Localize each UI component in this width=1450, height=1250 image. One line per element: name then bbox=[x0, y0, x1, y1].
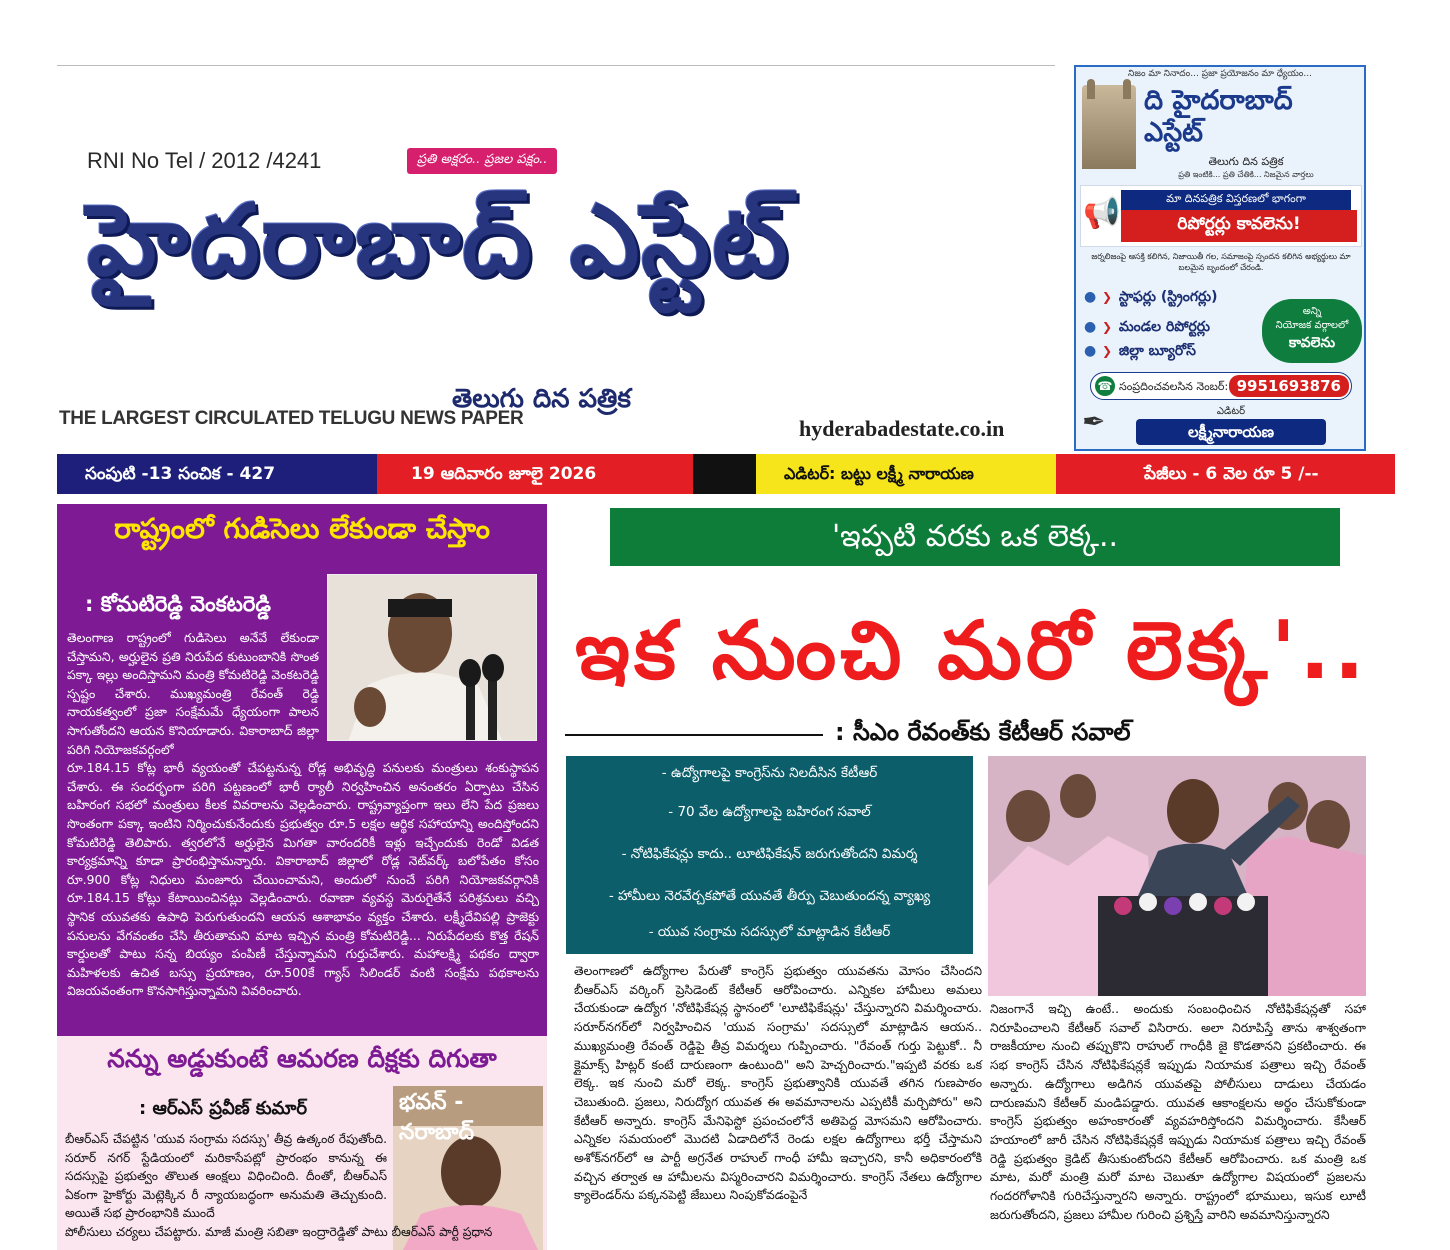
building-icon bbox=[1082, 85, 1136, 169]
ad-title-line2: ఎస్టేట్ bbox=[1144, 117, 1203, 148]
ad-subtitle: తెలుగు దిన పత్రిక bbox=[1208, 155, 1284, 168]
story-body-wrap: బీఆర్ఎస్ చేపట్టిన 'యువ సంగ్రామ సదస్సు' తీవ్ర ఉత్కంఠ రేపుతోంది. సరూర్ నగర్ స్టేడియంలో మరికాసేపట్లో ప్రారంభం కానున్న ఈ సదస్సుపై ప్రభుత్వం తొలుత ఆంక్షలు విధించింది. దీంతో, బీఆర్ఎస్ ఏకంగా హైకోర్టు మెట్లెక్కిన రీ న్యాయబద్ధంగా అనుమతి తెచ్చుకుంది. అయితే సభ ప్రారంభానికి ముందే bbox=[65, 1132, 387, 1221]
website-link[interactable]: hyderabadestate.co.in bbox=[799, 416, 1005, 441]
strip-spacer bbox=[693, 454, 756, 494]
ad-title bbox=[1144, 85, 1354, 149]
editor-credit: ఎడిటర్: బట్టు లక్ష్మీ నారాయణ bbox=[756, 454, 1056, 494]
story-headline: నన్ను అడ్డుకుంటే ఆమరణ దీక్షకు దిగుతా bbox=[107, 1044, 497, 1073]
chevron-right-icon: ❯ bbox=[1102, 344, 1113, 358]
ad-banner-line1: మా దినపత్రిక విస్తరణలో భాగంగా bbox=[1121, 190, 1351, 210]
volume-issue: సంపుటి -13 సంచిక - 427 bbox=[57, 454, 377, 494]
rni-number: RNI No Tel / 2012 /4241 bbox=[87, 148, 322, 173]
story-body-full: పోలీసులు చర్యలు చేపట్టారు. మాజీ మంత్రి సబితా ఇంద్రారెడ్డితో పాటు బీఆర్ఎస్ పార్టీ ప్రధాన bbox=[65, 1225, 493, 1239]
story-byline: : ఆర్ఎస్ ప్రవీణ్ కుమార్ bbox=[139, 1098, 308, 1119]
subhead-rule bbox=[565, 734, 823, 736]
group-icon: ● bbox=[1084, 343, 1097, 359]
newspaper-logo-title: హైదరాబాద్ ఎస్టేట్ bbox=[87, 184, 790, 298]
main-story-body-left: తెలంగాణలో ఉద్యోగాల పేరుతో కాంగ్రెస్ ప్రభుత్వం యువతను మోసం చేసిందని బీఆర్ఎస్ వర్కింగ్ ప్రెసిడెంట్ కేటీఆర్ ఆరోపించారు. ఎన్నికల హామీలు అమలు చేయకుండా ఉద్యోగ 'నోటిఫికేషన్ల స్థానంలో 'లూటిఫికేషన్లు' చేస్తున్నారని విమర్శించారు. సరూర్‌నగర్‌లో నిర్వహించిన 'యువ సంగ్రామ' సదస్సులో మాట్లాడిన ఆయన.. ముఖ్యమంత్రి రేవంత్ రెడ్డిపై తీవ్ర విమర్శలు గుప్పించారు. "రేవంత్ గుర్తు పెట్టుకో.. నీ క్లైమాక్స్ హిట్లర్ కంటే దారుణంగా ఉంటుంది" అని హెచ్చరించారు."ఇప్పటి వరకు ఒక లెక్క. ఇక నుంచి మరో లెక్క. కాంగ్రెస్ ప్రభుత్వానికి యువతే తగిన గుణపాఠం చెబుతుంది. ప్రజలు, నిరుద్యోగ యువత ఈ అవమానాలను ఎప్పటికీ మర్చిపోరు" అని కేటీఆర్ అన్నారు. కాంగ్రెస్ మేనిఫెస్టో ప్రపంచంలోనే అతిపెద్ద మోసమని ఆరోపించారు. ఎన్నికల సమయంలో మొదటి ఏడాదిలోనే రెండు లక్షల ఉద్యోగాలు భర్తీ చేస్తామని అశోక్‌నగర్‌లో ఆ పార్టీ అగ్రనేత రాహుల్ గాంధీ హామీ ఇచ్చారని, కానీ అధికారంలోకి వచ్చిన తర్వాత ఆ హామీలను విస్మరించారని విమర్శించారు. కాంగ్రెస్ నేతలు ఉద్యోగాల క్యాలెండర్‌ను పక్కనపెట్టి జేబులు నింపుకోవడంపైనే bbox=[574, 964, 982, 1203]
ktr-speech-photo-image bbox=[988, 756, 1366, 996]
main-story-subhead: : సీఎం రేవంత్‌కు కేటీఆర్ సవాల్ bbox=[835, 718, 1131, 746]
ad-role-item: ● ❯ స్టాఫర్లు (స్ట్రింగర్లు) bbox=[1084, 289, 1218, 305]
ad-banner bbox=[1080, 185, 1362, 247]
ad-top-line: నిజం మా నినాదం... ప్రజా ప్రయోజనం మా ధ్యేయం... bbox=[1128, 69, 1312, 79]
issue-info-strip bbox=[57, 454, 1395, 494]
ad-description: జర్నలిజంపై ఆసక్తి కలిగిన, నిజాయితీ గల, సమాజంపై స్పందన కలిగిన అభ్యర్థులు మా బలమైన బృందంలో చేరండి. bbox=[1091, 252, 1351, 272]
ad-banner-line2: రిపోర్టర్లు కావలెను! bbox=[1121, 210, 1357, 242]
chevron-right-icon: ❯ bbox=[1102, 290, 1113, 304]
reporters-wanted-ad bbox=[1074, 65, 1366, 451]
ad-title-line1: ది హైదరాబాద్ bbox=[1144, 85, 1293, 116]
person-icon: ● bbox=[1084, 319, 1097, 335]
ad-editor-label: ఎడిటర్ bbox=[1216, 406, 1246, 417]
main-story-body-right: నిజంగానే ఇచ్చి ఉంటే.. అందుకు సంబంధించిన నోటిఫికేషన్లతో సహా నిరూపించాలని కేటీఆర్ సవాల్ విసిరారు. అలా నిరూపిస్తే తాను శాశ్వతంగా రాజకీయాల నుంచి తప్పుకొని రాహుల్ గాంధీకి జై కొడతానని ప్రకటించారు. ఈ సభ కాంగ్రెస్ చేసిన నోటిఫికేషన్లకే ఇప్పుడు నియామక పత్రాలు ఇచ్చి రేవంత్ అన్నారు. ఉద్యోగాలు అడిగిన యువతపై పోలీసులు దాడులు చేయడం దారుణమని కేటీఆర్ మండిపడ్డారు. యువత ఆకాంక్షలను అర్థం చేసుకోకుండా కాంగ్రెస్ ప్రభుత్వం అహంకారంతో వ్యవహరిస్తోందని విమర్శించారు. కేసీఆర్ హయాంలో జారీ చేసిన నోటిఫికేషన్లకే ఇప్పుడు నియామక పత్రాలు ఇచ్చి రేవంత్ రెడ్డి ప్రభుత్వం క్రెడిట్ తీసుకుంటోందని కేటీఆర్ ఆరోపించారు. ఒక మంత్రి ఒక మాట, మరో మంత్రి మరో మాట చెబుతూ ఉద్యోగాల విషయంలో ప్రజలను గందరగోళానికి గురిచేస్తున్నారని అన్నారు. రాష్ట్రంలో భూములు, ఇసుక లూటీ జరుగుతోందని, ప్రజలు హామీల గురించి ప్రశ్నిస్తే వారిని అవమానిస్తున్నారని bbox=[990, 1002, 1366, 1222]
ad-role-item: ● ❯ మండల రిపోర్టర్లు bbox=[1084, 319, 1210, 335]
masthead-tagline: ప్రతి అక్షరం.. ప్రజల పక్షం.. bbox=[407, 148, 557, 174]
main-story-highlights bbox=[566, 756, 973, 954]
story-body bbox=[67, 629, 539, 1001]
ad-editor-name: లక్ష్మీనారాయణ bbox=[1136, 419, 1326, 445]
photo-backdrop-sign: భవన్ - నరాబాద్ bbox=[399, 1090, 475, 1145]
newspaper-subtitle: తెలుగు దిన పత్రిక bbox=[452, 384, 631, 414]
highlight-item: - హామీలు నెరవేర్చకపోతే యువతే తీర్పు చెబుతుందన్న వ్యాఖ్య bbox=[608, 888, 931, 904]
ad-contact bbox=[1090, 372, 1352, 400]
circulation-claim: THE LARGEST CIRCULATED TELUGU NEWS PAPER bbox=[59, 408, 524, 429]
chevron-right-icon: ❯ bbox=[1102, 320, 1113, 334]
highlight-item: - నోటిఫికేషన్లు కాదు.. లూటిఫికేషన్ జరుగుతోందని విమర్శ bbox=[621, 846, 918, 862]
story-headline: రాష్ట్రంలో గుడిసెలు లేకుండా చేస్తాం bbox=[114, 512, 490, 545]
ad-phone-label: సంప్రదించవలసిన నెంబర్: bbox=[1119, 380, 1229, 393]
ktr-speech-photo bbox=[988, 756, 1366, 996]
issue-date: 19 ఆదివారం జూలై 2026 bbox=[377, 454, 693, 494]
main-story-kicker: 'ఇప్పటి వరకు ఒక లెక్క.. bbox=[610, 508, 1340, 566]
pen-icon: ✒ bbox=[1082, 405, 1106, 438]
pages-price: పేజీలు - 6 వెల రూ 5 /-- bbox=[1056, 454, 1395, 494]
masthead bbox=[57, 65, 1055, 451]
story-byline: : కోమటిరెడ్డి వెంకటరెడ్డి bbox=[85, 592, 271, 616]
megaphone-icon: 📢 bbox=[1083, 196, 1121, 231]
story-hunger-strike bbox=[57, 1036, 547, 1250]
ad-subtitle2: ప్రతి ఇంటికి... ప్రతి చేతికి... నిజమైన వార్తలు bbox=[1178, 170, 1314, 179]
story-body-wrap: తెలంగాణ రాష్ట్రంలో గుడిసెలు అనేవే లేకుండా చేస్తామని, అర్హులైన ప్రతి నిరుపేద కుటుంబానికి సొంత పక్కా ఇల్లు అందిస్తామని మంత్రి కోమటిరెడ్డి వెంకటరెడ్డి స్పష్టం చేశారు. ముఖ్యమంత్రి రేవంత్ రెడ్డి నాయకత్వంలో ప్రజా సంక్షేమమే ధ్యేయంగా పాలన సాగుతోందని ఆయన కొనియాడారు. వికారాబాద్ జిల్లా పరిగి నియోజకవర్గంలో bbox=[67, 630, 319, 757]
ad-all-constituencies-badge: అన్ని నియోజక వర్గాలలో కావలెను bbox=[1262, 299, 1362, 363]
highlight-item: - ఉద్యోగాలపై కాంగ్రెస్‌ను నిలదీసిన కేటీఆర్ bbox=[661, 765, 878, 781]
phone-icon: ☎ bbox=[1095, 376, 1115, 396]
ad-phone-number[interactable]: 9951693876 bbox=[1229, 375, 1349, 397]
story-no-huts bbox=[57, 504, 547, 1036]
main-story-headline: ఇక నుంచి మరో లెక్క'.. bbox=[575, 604, 1369, 697]
story-body-full: రూ.184.15 కోట్ల భారీ వ్యయంతో చేపట్టనున్న రోడ్ల అభివృద్ధి పనులకు మంత్రులు శంకుస్థాపన చేశారు. ఈ సందర్భంగా పరిగి పట్టణంలో భారీ ర్యాలీ నిర్వహించిన అనంతరం ఏర్పాటు చేసిన బహిరంగ సభలో మంత్రులు కీలక వివరాలను వెల్లడించారు. రాష్ట్రవ్యాప్తంగా ఇలు లేని పేద ప్రజలు సొంతంగా పక్కా ఇంటిని నిర్మించుకునేందుకు ప్రభుత్వం రూ.5 లక్షల ఆర్థిక సహాయాన్ని అందిస్తోందని కోమటిరెడ్డి తెలిపారు. త్వరలోనే అర్హులైన మిగతా వారందరికీ ఇళ్లు ఇచ్చేందుకు రెండో విడత కార్యక్రమాన్ని కూడా ప్రారంభిస్తామన్నారు. వికారాబాద్ జిల్లాలో రోడ్ల నెట్‌వర్క్ బలోపేతం కోసం రూ.900 కోట్ల నిధులు మంజూరు చేయించామని, అందులో నుంచే పరిగి నియోజకవర్గానికి రూ.184.15 కోట్లు కేటాయించినట్లు వెల్లడించారు. రవాణా వ్యవస్థ మెరుగైతేనే పరిశ్రమలు వచ్చి స్థానిక యువతకు ఉపాధి పెరుగుతుందని ఆయన ఆశాభావం వ్యక్తం చేశారు. లక్ష్మీదేవిపల్లి ప్రాజెక్టు పనులను వేగవంతం చేసి తీరుతామని మాట ఇచ్చిన మంత్రి కోమటిరెడ్డి... నిరుపేదలకు కొత్త రేషన్ కార్డులతో పాటు సన్న బియ్యం పంపిణీ చేస్తున్నామని గుర్తుచేశారు. మహాలక్ష్మి పథకం ద్వారా మహిళలకు ఉచిత బస్సు ప్రయాణం, రూ.500కే గ్యాస్ సిలిండర్ వంటి సంక్షేమ పథకాలను విజయవంతంగా కొనసాగిస్తున్నామని వివరించారు. bbox=[67, 760, 539, 999]
person-icon: ● bbox=[1084, 289, 1097, 305]
ad-role-item: ● ❯ జిల్లా బ్యూరోస్ bbox=[1084, 343, 1196, 359]
highlight-item: - యువ సంగ్రామ సదస్సులో మాట్లాడిన కేటీఆర్ bbox=[648, 924, 891, 940]
highlight-item: - 70 వేల ఉద్యోగాలపై బహిరంగ సవాల్ bbox=[668, 804, 871, 820]
